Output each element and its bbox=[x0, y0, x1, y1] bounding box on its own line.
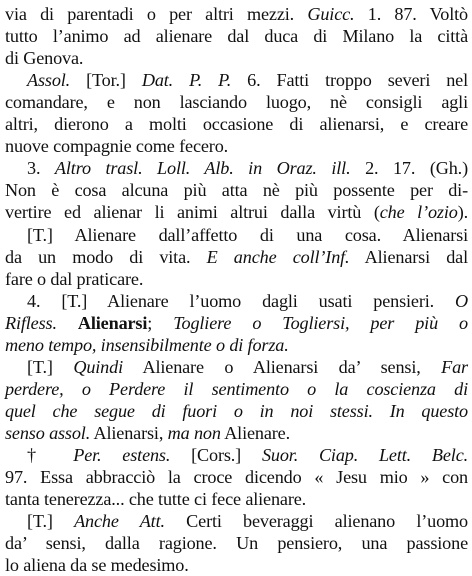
text-segment: Alienare o Alienarsi da’ sensi, bbox=[122, 356, 442, 377]
italic-text: O bbox=[455, 290, 468, 311]
text-line bbox=[5, 268, 468, 290]
text-segment: Certi beveraggi alienano l’uomo bbox=[164, 511, 468, 532]
text-segment: Alienarsi dal bbox=[349, 246, 468, 267]
text-segment: [Tor.] bbox=[70, 70, 142, 91]
text-segment: 1. 87. Voltò bbox=[354, 4, 468, 24]
text-segment: vertire ed alienar li animi altrui dalla virtù ( bbox=[5, 202, 380, 223]
text-segment: da un modo di vita. bbox=[5, 246, 207, 267]
text-segment: [Cors.] bbox=[170, 445, 262, 465]
italic-text: Quindi bbox=[73, 356, 123, 377]
text-segment: Alienarsi, bbox=[90, 422, 168, 443]
text-segment: 4. [T.] Alienare l’uomo dagli usati pensieri. bbox=[27, 290, 455, 311]
text-line bbox=[5, 334, 468, 356]
text-line bbox=[5, 466, 468, 488]
italic-text: che l’ozio bbox=[379, 202, 458, 223]
text-segment: Alienare. bbox=[220, 422, 290, 443]
text-segment: 6. Fatti troppo severi nel bbox=[231, 70, 468, 91]
italic-text: Altro trasl. Loll. Alb. in Oraz. ill. bbox=[54, 158, 351, 179]
text-line bbox=[27, 356, 468, 378]
text-segment: di Genova. bbox=[5, 48, 84, 69]
text-segment: comandare, e non lasciando luogo, nè consigli agli bbox=[5, 92, 468, 113]
text-line bbox=[5, 3, 468, 25]
text-line bbox=[27, 69, 468, 91]
text-segment: [T.] bbox=[27, 356, 74, 377]
text-segment: ; bbox=[147, 312, 174, 333]
text-line bbox=[5, 25, 468, 47]
italic-text: Guicc. bbox=[307, 4, 355, 24]
text-line bbox=[5, 554, 468, 576]
italic-text: E anche coll’Inf. bbox=[206, 246, 350, 267]
text-segment: [T.] Alienare dall’affetto di una cosa. Alienarsi bbox=[27, 224, 468, 245]
text-segment: tanta tenerezza... che tutte ci fece alienare. bbox=[5, 489, 307, 510]
italic-text: ma non bbox=[167, 422, 221, 443]
text-segment: Non è cosa alcuna più atta nè più possente per di- bbox=[5, 180, 468, 201]
text-line bbox=[27, 157, 468, 179]
italic-text: Per. estens. bbox=[73, 445, 171, 465]
text-segment: tutto l’animo ad alienare dal duca di Milano la città bbox=[5, 26, 468, 47]
italic-text: Dat. P. P. bbox=[141, 70, 232, 91]
text-line bbox=[5, 201, 468, 223]
text-segment: ). bbox=[457, 202, 469, 223]
text-line bbox=[5, 422, 468, 444]
text-segment: 2. 17. (Gh.) bbox=[350, 158, 468, 179]
text-line bbox=[5, 135, 468, 157]
italic-text: senso assol. bbox=[5, 422, 91, 443]
text-line bbox=[5, 47, 468, 69]
text-segment: 3. bbox=[27, 158, 55, 179]
text-segment: via di parentadi o per altri mezzi. bbox=[5, 4, 308, 24]
bold-headword: Alienarsi bbox=[77, 312, 148, 333]
italic-text: Far bbox=[441, 356, 468, 377]
text-line bbox=[5, 179, 468, 201]
text-line bbox=[5, 113, 468, 135]
text-segment: nuove compagnie come fecero. bbox=[5, 136, 229, 157]
text-line bbox=[27, 444, 468, 466]
italic-text: meno tempo, insensibilmente o di forza. bbox=[5, 334, 289, 355]
text-segment: fare o dal praticare. bbox=[5, 268, 144, 289]
text-line bbox=[5, 488, 468, 510]
text-line bbox=[5, 400, 468, 422]
text-line bbox=[5, 312, 468, 334]
text-segment: [T.] bbox=[27, 511, 75, 532]
text-line bbox=[5, 91, 468, 113]
text-line bbox=[5, 246, 468, 268]
italic-text: perdere, o Perdere il sentimento o la coscienza di bbox=[5, 378, 468, 399]
text-segment: † bbox=[27, 445, 74, 465]
text-segment: lo aliena da se medesimo. bbox=[5, 555, 189, 576]
italic-text: Suor. Ciap. Lett. Belc. bbox=[261, 445, 469, 465]
text-line bbox=[5, 532, 468, 554]
italic-text: quel che segue di fuori o in noi stessi. In questo bbox=[5, 400, 468, 421]
text-line bbox=[27, 290, 468, 312]
text-segment: altri, dierono a molti occasione di alienarsi, e creare bbox=[5, 114, 468, 135]
text-line bbox=[27, 510, 468, 532]
italic-text: Anche Att. bbox=[74, 511, 165, 532]
text-segment: 97. Essa abbracciò la croce dicendo « Jesu mio » con bbox=[5, 467, 468, 488]
text-line bbox=[5, 378, 468, 400]
text-segment: da’ sensi, dalla ragione. Un pensiero, una passione bbox=[5, 533, 468, 554]
text-segment bbox=[57, 313, 78, 333]
italic-text: Assol. bbox=[27, 70, 71, 91]
text-line bbox=[27, 224, 468, 246]
italic-text: Togliere o Togliersi, per più o bbox=[173, 312, 468, 333]
italic-text: Rifless. bbox=[5, 312, 57, 333]
